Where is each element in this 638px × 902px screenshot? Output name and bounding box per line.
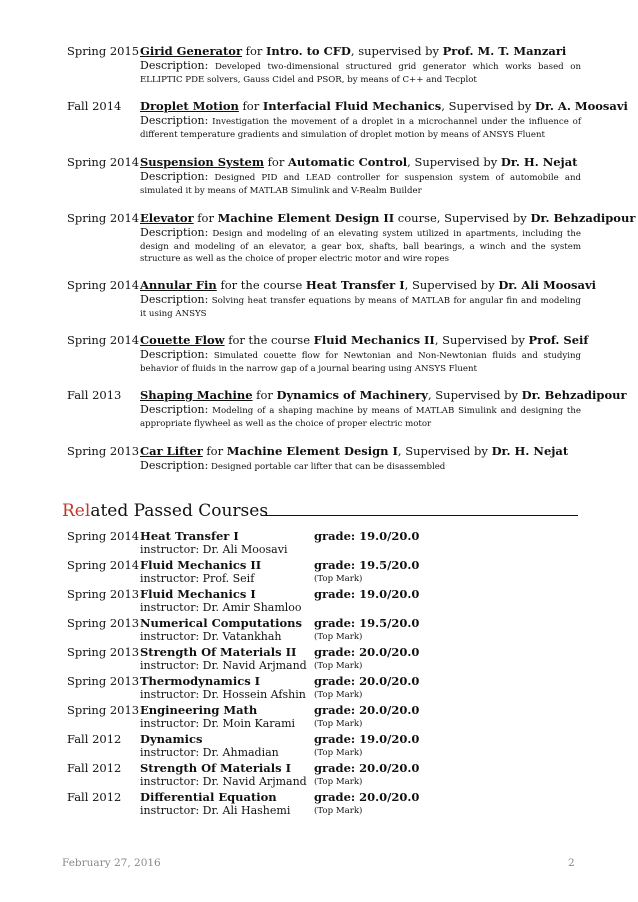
project-supervised-by: course, Supervised by [394,211,531,225]
project-name: Couette Flow [140,333,225,347]
course-grade: grade: 19.0/20.0 [314,529,420,543]
course-name: Thermodynamics I [140,674,261,688]
course-entry [67,645,581,674]
project-title [140,444,581,459]
project-name: Suspension System [140,155,264,169]
course-date: Spring 2013 [67,703,140,717]
course-grade: grade: 20.0/20.0 [314,790,420,804]
course-grade: grade: 19.5/20.0 [314,558,420,572]
project-title [140,155,581,170]
course-entry [67,790,581,819]
course-name: Fluid Mechanics II [140,558,262,572]
project-date: Spring 2014 [67,211,140,225]
project-date: Fall 2014 [67,99,122,113]
project-name: Shaping Machine [140,388,253,402]
course-date: Spring 2013 [67,616,140,630]
courses-section-heading [62,501,578,523]
description-text: Designed PID and LEAD controller for suspension system of automobile and simulated it by means of MATLAB Simulink and V-Realm Builder [140,173,582,196]
project-date: Spring 2014 [67,333,140,347]
project-connector: for [252,388,277,402]
course-instructor: instructor: Dr. Amir Shamloo [140,601,302,614]
project-title [140,211,636,226]
course-date: Spring 2014 [67,558,140,572]
project-supervised-by: , Supervised by [404,278,499,292]
project-date: Spring 2014 [67,155,140,169]
project-title [140,99,628,114]
section-rule [261,515,578,516]
project-description [140,460,581,474]
project-description [140,349,581,375]
course-note: (Top Mark) [314,632,363,642]
description-label: Description: [140,459,209,472]
course-entry [67,529,581,558]
project-course: Dynamics of Machinery [276,388,428,402]
project-supervisor: Prof. M. T. Manzari [442,44,567,58]
course-name: Fluid Mechanics I [140,587,256,601]
project-title [140,333,589,348]
project-name: Droplet Motion [140,99,239,113]
project-supervisor: Dr. H. Nejat [500,155,578,169]
course-instructor: instructor: Dr. Navid Arjmand [140,659,307,672]
course-date: Spring 2013 [67,587,140,601]
course-grade: grade: 19.5/20.0 [314,616,420,630]
project-course: Heat Transfer I [305,278,405,292]
course-instructor: instructor: Dr. Hossein Afshin [140,688,306,701]
project-supervisor: Dr. Behzadipour [521,388,627,402]
description-label: Description: [140,348,209,361]
course-name: Strength Of Materials I [140,761,291,775]
project-connector: for [238,99,263,113]
course-instructor: instructor: Dr. Ali Hashemi [140,804,291,817]
project-supervisor: Prof. Seif [528,333,589,347]
description-text: Designed portable car lifter that can be disassembled [211,462,446,472]
project-connector: for the course [224,333,314,347]
project-supervised-by: , supervised by [350,44,443,58]
project-course: Interfacial Fluid Mechanics [262,99,442,113]
course-date: Spring 2013 [67,674,140,688]
project-connector: for [193,211,218,225]
project-supervisor: Dr. A. Moosavi [534,99,628,113]
course-grade: grade: 19.0/20.0 [314,732,420,746]
project-title [140,44,581,59]
course-entry [67,587,581,616]
course-name: Differential Equation [140,790,277,804]
project-date: Spring 2013 [67,444,140,458]
project-connector: for [202,444,227,458]
project-connector: for [264,155,288,169]
course-date: Fall 2012 [67,790,122,804]
description-label: Description: [140,170,209,183]
project-supervised-by: , Supervised by [397,444,492,458]
project-connector: for [242,44,267,58]
course-entry [67,732,581,761]
course-grade: grade: 20.0/20.0 [314,703,420,717]
description-label: Description: [140,59,209,72]
project-name: Girid Generator [140,44,243,58]
description-label: Description: [140,403,209,416]
course-instructor: instructor: Dr. Vatankhah [140,630,282,643]
project-name: Annular Fin [140,278,217,292]
project-description [140,115,581,141]
project-course: Intro. to CFD [266,44,351,58]
course-note: (Top Mark) [314,748,363,758]
project-course: Machine Element Design I [226,444,398,458]
course-note: (Top Mark) [314,777,363,787]
description-label: Description: [140,226,209,239]
course-note: (Top Mark) [314,574,363,584]
course-note: (Top Mark) [314,690,363,700]
project-date: Spring 2014 [67,278,140,292]
project-title [140,278,597,293]
project-name: Car Lifter [140,444,203,458]
course-entry [67,703,581,732]
course-date: Spring 2014 [67,529,140,543]
project-supervised-by: , Supervised by [434,333,529,347]
project-course: Fluid Mechanics II [313,333,435,347]
project-description [140,294,581,320]
course-entry [67,761,581,790]
course-grade: grade: 19.0/20.0 [314,587,420,601]
project-description [140,60,581,86]
course-instructor: instructor: Prof. Seif [140,572,255,585]
course-name: Heat Transfer I [140,529,239,543]
course-note: (Top Mark) [314,806,363,816]
course-entry [67,616,581,645]
project-supervisor: Dr. H. Nejat [491,444,569,458]
course-grade: grade: 20.0/20.0 [314,761,420,775]
course-instructor: instructor: Dr. Ahmadian [140,746,279,759]
course-entry [67,674,581,703]
section-title [62,501,268,521]
project-description [140,227,581,266]
project-supervised-by: , Supervised by [441,99,535,113]
course-name: Strength Of Materials II [140,645,297,659]
course-date: Spring 2013 [67,645,140,659]
project-description [140,171,581,197]
course-instructor: instructor: Dr. Ali Moosavi [140,543,288,556]
description-text: Developed two-dimensional structured grid generator which works based on ELLIPTIC PDE solvers, Gauss Cidel and PSOR, by means of C++ and Tecplot [140,62,581,85]
footer-date: February 27, 2016 [62,857,161,869]
course-instructor: instructor: Dr. Navid Arjmand [140,775,307,788]
project-supervised-by: , Supervised by [407,155,501,169]
project-connector: for the course [216,278,306,292]
description-text: Design and modeling of an elevating system utilized in apartments, including the design and modeling of an elevator, a gear box, shafts, ball bearings, a winch and the system structure as well as the choice of proper electric motor and wire ropes [140,229,581,265]
description-text: Modeling of a shaping machine by means of MATLAB Simulink and designing the appropriate flywheel as well as the choice of proper electric motor [140,406,582,429]
project-description [140,404,581,430]
course-instructor: instructor: Dr. Moin Karami [140,717,296,730]
project-supervisor: Dr. Behzadipour [530,211,636,225]
project-supervisor: Dr. Ali Moosavi [498,278,597,292]
course-name: Numerical Computations [140,616,302,630]
page-number: 2 [568,857,575,869]
course-date: Fall 2012 [67,761,122,775]
project-name: Elevator [140,211,194,225]
description-text: Solving heat transfer equations by means of MATLAB for angular fin and modeling it using ANSYS [140,296,582,319]
description-label: Description: [140,114,209,127]
project-supervised-by: , Supervised by [427,388,522,402]
section-title-rest: ated Passed Courses [90,501,269,521]
project-title [140,388,627,403]
course-entry [67,558,581,587]
description-label: Description: [140,293,209,306]
course-grade: grade: 20.0/20.0 [314,674,420,688]
course-note: (Top Mark) [314,661,363,671]
course-name: Engineering Math [140,703,258,717]
course-date: Fall 2012 [67,732,122,746]
course-grade: grade: 20.0/20.0 [314,645,420,659]
course-note: (Top Mark) [314,719,363,729]
project-date: Spring 2015 [67,44,140,58]
project-course: Automatic Control [288,155,408,169]
description-text: Simulated couette flow for Newtonian and Non-Newtonian fluids and studying behavior of fluids in the narrow gap of a journal bearing using ANSYS Fluent [140,351,581,374]
description-text: Investigation the movement of a droplet in a microchannel under the influence of different temperature gradients and simulation of droplet motion by means of ANSYS Fluent [140,117,582,140]
course-name: Dynamics [140,732,203,746]
project-course: Machine Element Design II [217,211,395,225]
section-title-accent: Rel [62,501,91,521]
project-date: Fall 2013 [67,388,122,402]
